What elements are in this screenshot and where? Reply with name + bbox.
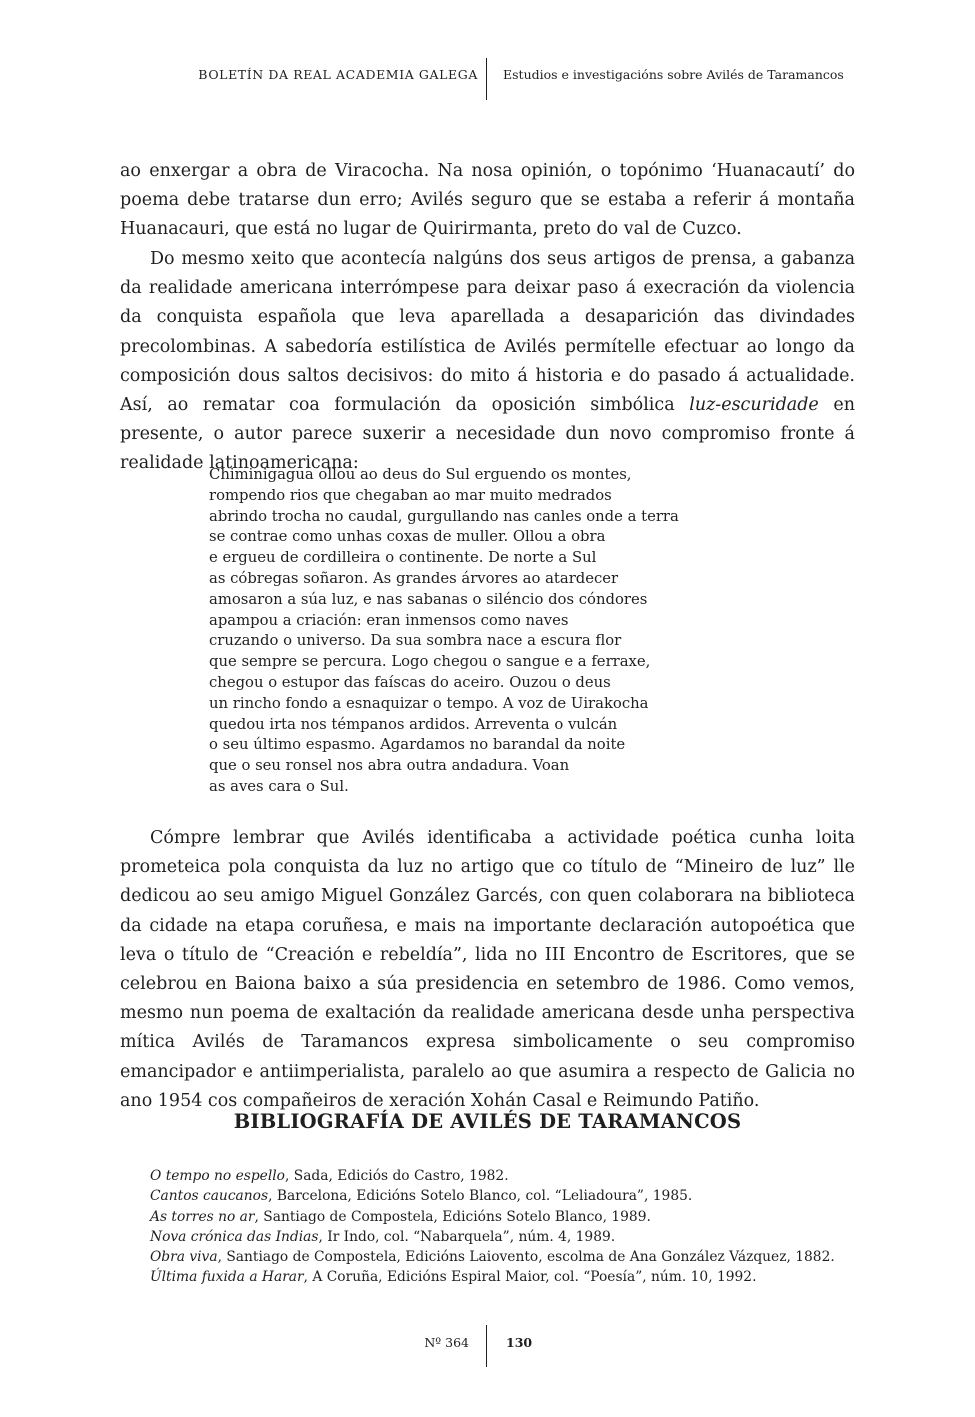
poem-line: o seu último espasmo. Agardamos no barandal da noite: [209, 736, 626, 754]
poem-line: rompendo rios que chegaban ao mar muito medrados: [209, 486, 612, 504]
bibliography-details: , Santiago de Compostela, Edicións Laiovento, escolma de Ana González Vázquez, 1882.: [217, 1249, 835, 1266]
paragraph-1: ao enxergar a obra de Viracocha. Na nosa opinión, o topónimo ‘Huanacautí’ do poema debe tratarse dun erro; Avilés seguro que se estaba a referir á montaña Huanacauri, que está no lugar de Quirirmanta, preto do val de Cuzco.: [120, 161, 855, 240]
bibliography-title: Última fuxida a Harar: [150, 1269, 304, 1286]
page-footer: [0, 1325, 975, 1367]
bibliography-details: , Sada, Ediciós do Castro, 1982.: [284, 1168, 509, 1184]
header-divider: [486, 58, 487, 100]
poem-line: chegou o estupor das faíscas do aceiro. Ouzou o deus: [209, 673, 611, 691]
paragraph-3: Cómpre lembrar que Avilés identificaba a actividade poética cunha loita prometeica pola conquista da luz no artigo que co título de “Mineiro de luz” lle dedicou ao seu amigo Miguel González Garcés, con quen colaborara na biblioteca da cidade na etapa coruñesa, e mais na importante declaración autopoética que leva o título de “Creación e rebeldía”, lida no III Encontro de Escritores, que se celebrou en Baiona baixo a súa presidencia en setembro de 1986. Como vemos, mesmo nun poema de exaltación da realidade americana desde unha perspectiva mítica Avilés de Taramancos expresa simbolicamente o seu compromiso emancipador e antiimperialista, paralelo ao que asumira a respecto de Galicia no ano 1954 cos compañeiros de xeración Xohán Casal e Reimundo Patiño.: [120, 828, 855, 1111]
paragraph-2-italic: luz-escuridade: [689, 395, 819, 416]
bibliography-entry: [150, 1186, 850, 1206]
bibliography-heading: BIBLIOGRAFÍA DE AVILÉS DE TARAMANCOS: [233, 1110, 742, 1133]
poem-line: que o seu ronsel nos abra outra andadura. Voan: [209, 757, 570, 775]
bibliography-title: As torres no ar: [150, 1208, 255, 1225]
bibliography-details: , A Coruña, Edicións Espiral Maior, col. “Poesía”, núm. 10, 1992.: [303, 1269, 757, 1286]
bibliography-details: , Ir Indo, col. “Nabarquela”, núm. 4, 1989.: [318, 1228, 616, 1245]
poem-line: Chiminigagua ollou ao deus do Sul erguendo os montes,: [209, 466, 632, 483]
poem-line: amosaron a súa luz, e nas sabanas o siléncio dos cóndores: [209, 590, 648, 608]
poem-line: e ergueu de cordilleira o continente. De norte a Sul: [209, 549, 597, 567]
bibliography-entry: [150, 1267, 850, 1287]
poem-line: se contrae como unhas coxas de muller. Ollou a obra: [209, 528, 606, 546]
poem-line: apampou a criación: eran inmensos como naves: [209, 611, 569, 629]
page-header: [0, 58, 975, 100]
poem-line: que sempre se percura. Logo chegou o sangue e a ferraxe,: [209, 653, 651, 671]
issue-number: Nº 364: [424, 1335, 469, 1350]
poem-line: quedou irta nos témpanos ardidos. Arreventa o vulcán: [209, 715, 618, 733]
paragraph-2-end: en presente, o autor parece suxerir a necesidade dun novo compromiso fronte á realidade latinoamericana:: [120, 395, 855, 474]
footer-divider: [486, 1325, 487, 1367]
bibliography-title: Nova crónica das Indias: [150, 1228, 319, 1245]
bibliography-title: Obra viva: [150, 1249, 218, 1266]
bibliography-entry: [150, 1207, 850, 1227]
bibliography-title: Cantos caucanos: [150, 1188, 269, 1205]
bibliography-title: O tempo no espello: [150, 1168, 285, 1184]
poem-line: cruzando o universo. Da sua sombra nace a escura flor: [209, 632, 622, 650]
section-title: Estudios e investigacións sobre Avilés de Taramancos: [503, 67, 844, 82]
poem-line: as aves cara o Sul.: [209, 777, 349, 795]
bibliography-details: , Barcelona, Edicións Sotelo Blanco, col. “Leliadoura”, 1985.: [268, 1188, 693, 1205]
poem-quote: [209, 465, 769, 798]
paragraph-2-start: Do mesmo xeito que acontecía nalgúns dos seus artigos de prensa, a gabanza da realidade americana interrómpese para deixar paso á execración da violencia da conquista española que leva aparellada a desaparición das divindades precolombinas. A sabedoría estilística de Avilés permítelle efectuar ao longo da composición dous saltos decisivos: do mito á historia e do pasado á actualidade. Así, ao rematar coa formulación da oposición simbólica: [120, 249, 855, 416]
bibliography-details: , Santiago de Compostela, Edicións Sotelo Blanco, 1989.: [254, 1208, 651, 1225]
paragraph-2: [120, 245, 855, 479]
page-number: 130: [506, 1335, 533, 1350]
bibliography-list: [150, 1166, 850, 1288]
bibliography-entry: [150, 1166, 850, 1186]
journal-title: BOLETÍN DA REAL ACADEMIA GALEGA: [198, 67, 478, 82]
poem-line: as cóbregas soñaron. As grandes árvores ao atardecer: [209, 569, 619, 587]
poem-line: abrindo trocha no caudal, gurgullando nas canles onde a terra: [209, 507, 679, 525]
bibliography-entry: [150, 1227, 850, 1247]
bibliography-entry: [150, 1247, 850, 1267]
poem-line: un rincho fondo a esnaquizar o tempo. A voz de Uirakocha: [209, 694, 649, 712]
